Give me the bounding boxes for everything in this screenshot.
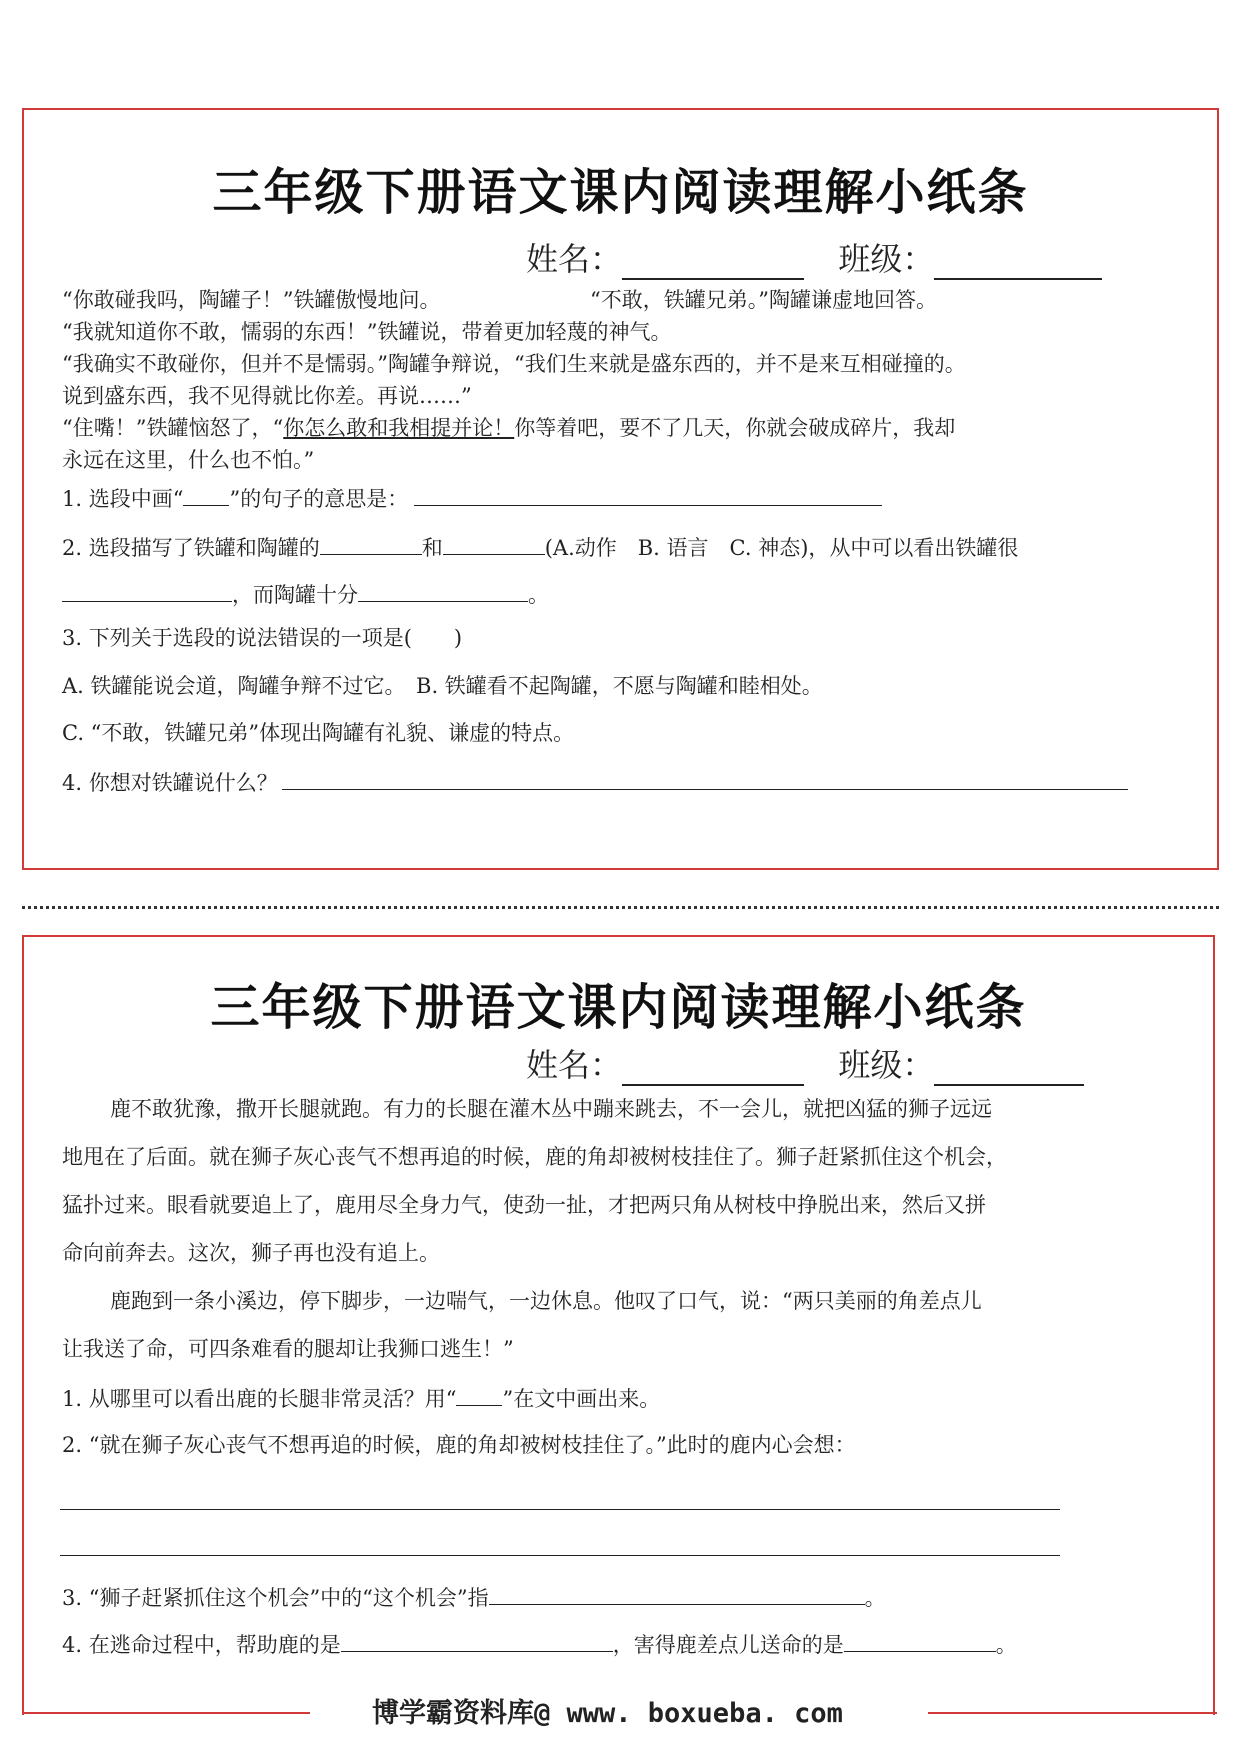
question-1 [62, 1383, 660, 1413]
passage-line: 命向前奔去。这次，狮子再也没有追上。 [62, 1241, 440, 1265]
question-3: 3. 下列关于选段的说法错误的一项是( ) [62, 626, 463, 650]
name-label: 姓名： [526, 240, 623, 278]
answer-blank[interactable] [282, 767, 1128, 790]
answer-blank[interactable] [844, 1629, 996, 1652]
question-text: (A.动作 B. 语言 C. 神态)，从中可以看出铁罐很 [544, 536, 1019, 560]
answer-blank[interactable] [489, 1582, 865, 1605]
question-4 [62, 1629, 1017, 1659]
passage-text: 你等着吧，要不了几天，你就会破成碎片，我却 [514, 416, 956, 440]
passage-line: 说到盛东西，我不见得就比你差。再说……” [62, 384, 472, 408]
passage-line: “你敢碰我吗，陶罐子！”铁罐傲慢地问。 [62, 288, 441, 312]
passage-line: 鹿跑到一条小溪边，停下脚步，一边喘气，一边休息。他叹了口气，说：“两只美丽的角差点儿 [110, 1289, 982, 1313]
answer-blank[interactable] [358, 579, 528, 602]
slip-1-title: 三年级下册语文课内阅读理解小纸条 [212, 164, 1029, 221]
footer-divider-left [22, 1712, 310, 1714]
question-1 [62, 483, 882, 513]
answer-blank[interactable] [443, 532, 545, 555]
question-text: 。 [528, 583, 549, 607]
name-label: 姓名： [526, 1046, 623, 1084]
passage-line: “我确实不敢碰你，但并不是懦弱。”陶罐争辩说，“我们生来就是盛东西的，并不是来互相碰撞的。 [62, 352, 966, 376]
underline-sample [456, 1383, 502, 1406]
underline-sample [183, 483, 229, 506]
question-2 [62, 532, 1018, 562]
question-4 [62, 767, 1128, 797]
passage-text: “住嘴！”铁罐恼怒了，“ [62, 416, 284, 440]
question-text: 。 [995, 1633, 1017, 1657]
question-text: 4. 在逃命过程中，帮助鹿的是 [62, 1633, 341, 1657]
passage-line: 永远在这里，什么也不怕。” [62, 448, 315, 472]
question-text: ”在文中画出来。 [502, 1387, 661, 1411]
question-2-cont [62, 579, 549, 609]
question-2: 2. “就在狮子灰心丧气不想再追的时候，鹿的角却被树枝挂住了。”此时的鹿内心会想： [62, 1433, 856, 1457]
passage-line [62, 414, 955, 442]
question-text: 1. 选段中画“ [62, 487, 184, 511]
slip-1-name-class-bar [526, 234, 1102, 280]
footer-divider-right [928, 1712, 1217, 1714]
passage-line: “不敢，铁罐兄弟。”陶罐谦虚地回答。 [590, 288, 937, 312]
answer-blank[interactable] [320, 532, 422, 555]
question-text: ”的句子的意思是： [229, 487, 409, 511]
passage-line: 猛扑过来。眼看就要追上了，鹿用尽全身力气，使劲一扯，才把两只角从树枝中挣脱出来，然后又拼 [62, 1193, 986, 1217]
slip-2-name-class-bar [526, 1040, 1084, 1086]
class-label: 班级： [838, 1046, 935, 1084]
footer-watermark: 博学霸资料库@ www. boxueba. com [372, 1698, 843, 1729]
question-text: 4. 你想对铁罐说什么？ [62, 771, 278, 795]
passage-line: 让我送了命，可四条难看的腿却让我狮口逃生！” [62, 1337, 514, 1361]
option-c: C. “不敢，铁罐兄弟”体现出陶罐有礼貌、谦虚的特点。 [62, 721, 575, 745]
answer-blank[interactable] [414, 483, 882, 506]
class-blank[interactable] [934, 246, 1102, 280]
answer-line[interactable] [60, 1555, 1060, 1556]
question-text: ，害得鹿差点儿送命的是 [612, 1633, 844, 1657]
question-text: 和 [421, 536, 443, 560]
name-blank[interactable] [622, 246, 804, 280]
passage-line: 鹿不敢犹豫，撒开长腿就跑。有力的长腿在灌木丛中蹦来跳去，不一会儿，就把凶猛的狮子远远 [110, 1097, 992, 1121]
underlined-sentence: 你怎么敢和我相提并论！ [283, 416, 515, 440]
option-a-b: A. 铁罐能说会道，陶罐争辩不过它。 B. 铁罐看不起陶罐，不愿与陶罐和睦相处。 [62, 674, 823, 698]
slip-2-title: 三年级下册语文课内阅读理解小纸条 [210, 979, 1027, 1036]
cut-line [22, 906, 1219, 909]
question-text: 。 [864, 1586, 886, 1610]
worksheet-slip-1 [22, 108, 1219, 870]
answer-blank[interactable] [62, 579, 232, 602]
passage-line: “我就知道你不敢，懦弱的东西！”铁罐说，带着更加轻蔑的神气。 [62, 320, 672, 344]
question-3 [62, 1582, 886, 1612]
name-blank[interactable] [622, 1052, 804, 1086]
class-label: 班级： [838, 240, 935, 278]
question-text: ，而陶罐十分 [232, 583, 358, 607]
answer-blank[interactable] [341, 1629, 613, 1652]
question-text: 2. 选段描写了铁罐和陶罐的 [62, 536, 320, 560]
question-text: 3. “狮子赶紧抓住这个机会”中的“这个机会”指 [62, 1586, 489, 1610]
answer-line[interactable] [60, 1509, 1060, 1510]
worksheet-slip-2 [22, 935, 1215, 1715]
passage-line: 地甩在了后面。就在狮子灰心丧气不想再追的时候，鹿的角却被树枝挂住了。狮子赶紧抓住这个机会， [62, 1145, 1007, 1169]
class-blank[interactable] [934, 1052, 1084, 1086]
question-text: 1. 从哪里可以看出鹿的长腿非常灵活？用“ [62, 1387, 457, 1411]
